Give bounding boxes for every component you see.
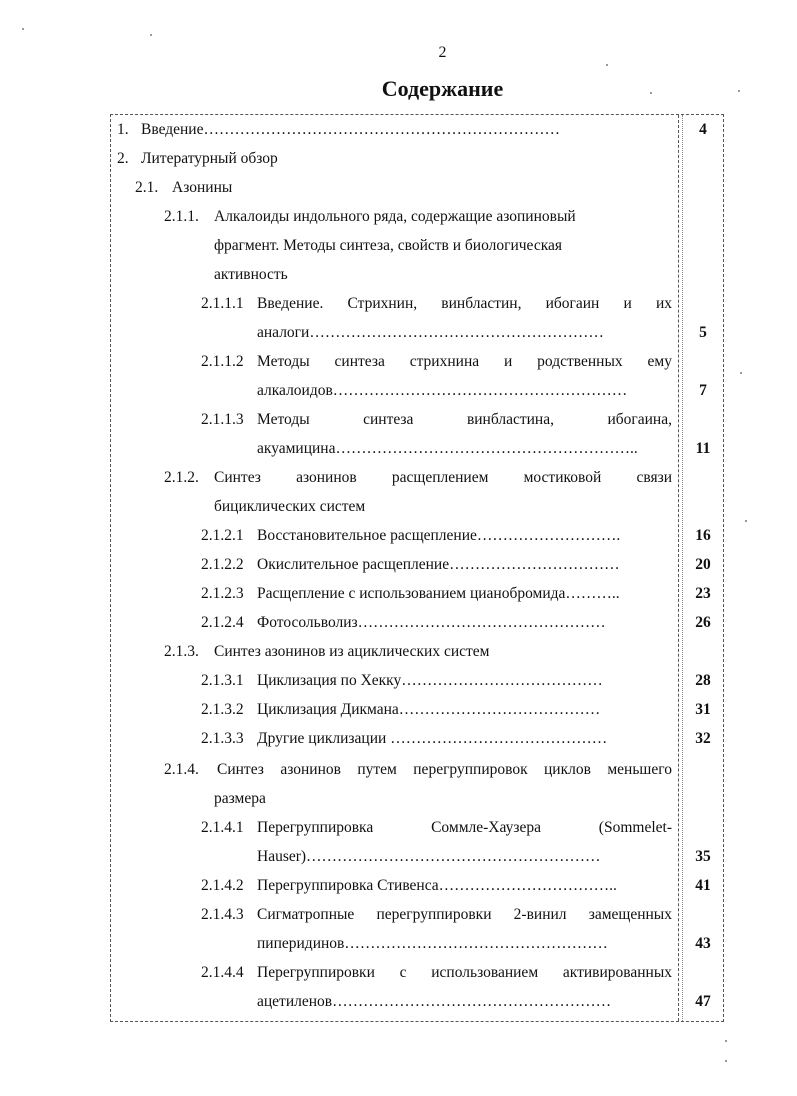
word: ему	[647, 353, 672, 370]
entry-number: 2.	[117, 150, 129, 167]
word: Методы	[257, 353, 310, 370]
word: циклов	[544, 761, 591, 778]
entry-text: активность	[214, 266, 288, 283]
entry-number: 2.1.3.1	[201, 672, 244, 689]
entry-page: 4	[699, 121, 707, 138]
word: синтеза	[334, 353, 385, 370]
entry-text-justified	[257, 405, 672, 434]
entry-text: алкалоидов…………………………………………………	[257, 382, 628, 399]
word: Синтез	[214, 469, 261, 486]
word: с	[399, 964, 407, 981]
word: использованием	[431, 964, 539, 981]
word: расщеплением	[391, 469, 489, 486]
word: винбластин,	[441, 295, 522, 312]
entry-number: 2.1.2.3	[201, 585, 244, 602]
page-title: Содержание	[381, 76, 504, 101]
entry-text-justified	[217, 755, 672, 784]
entry-number: 2.1.2.1	[201, 527, 244, 544]
word: и	[623, 295, 632, 312]
scan-speck	[738, 90, 740, 92]
word: Сигматропные	[257, 906, 355, 923]
entry-text: аналоги…………………………………………………	[257, 324, 604, 341]
word: активированных	[562, 964, 672, 981]
scan-speck	[725, 1040, 727, 1042]
entry-text: фрагмент. Методы синтеза, свойств и биологическая	[214, 237, 563, 254]
entry-text: Циклизация Дикмана…………………………………	[257, 701, 601, 718]
entry-page: 32	[695, 730, 711, 747]
word: Соммле-Хаузера	[431, 819, 541, 836]
entry-text: размера	[214, 790, 266, 807]
word: азонинов	[280, 761, 341, 778]
entry-number: 2.1.4.4	[201, 964, 244, 981]
word: мостиковой	[523, 469, 602, 486]
scan-speck	[606, 64, 608, 66]
word: перегруппировки	[376, 906, 492, 923]
table-of-contents	[110, 114, 724, 1022]
entry-number: 2.1.1.	[164, 208, 199, 225]
entry-number: 2.1.1.3	[201, 411, 244, 428]
entry-text-justified	[257, 289, 672, 318]
entry-number: 1.	[117, 121, 129, 138]
entry-text: Фотосольволиз…………………………………………	[257, 614, 606, 631]
scan-speck	[22, 28, 24, 30]
entry-text-justified	[257, 813, 672, 842]
entry-text: Расщепление с использованием цианобромида………..	[257, 585, 620, 602]
word: перегруппировок	[413, 761, 528, 778]
word: замещенных	[588, 906, 672, 923]
entry-text: Синтез азонинов из ациклических систем	[214, 643, 490, 660]
word: связи	[636, 469, 672, 486]
word: Стрихнин,	[347, 295, 418, 312]
word: Перегруппировки	[257, 964, 375, 981]
entry-text-justified	[257, 347, 672, 376]
entry-page: 28	[695, 672, 711, 689]
entry-text: акуамицина…………………………………………………..	[257, 440, 638, 457]
entry-text: Алкалоиды индольного ряда, содержащие азопиновый	[214, 208, 576, 225]
entry-text: Азонины	[172, 179, 233, 196]
entry-page: 7	[699, 382, 707, 399]
word: родственных	[537, 353, 623, 370]
entry-text: бициклических систем	[214, 498, 366, 515]
word: винбластина,	[466, 411, 554, 428]
word: Синтез	[217, 761, 264, 778]
entry-text: Литературный обзор	[141, 150, 278, 167]
entry-page: 5	[699, 324, 707, 341]
entry-page: 11	[695, 440, 711, 457]
entry-text: Hauser)…………………………………………………	[257, 848, 601, 865]
word: Методы	[257, 411, 310, 428]
entry-page: 26	[695, 614, 711, 631]
entry-number: 2.1.4.	[164, 761, 199, 778]
entry-number: 2.1.2.	[164, 469, 199, 486]
entry-page: 16	[695, 527, 711, 544]
entry-page: 23	[695, 585, 711, 602]
entry-text: Циклизация по Хекку…………………………………	[257, 672, 603, 689]
entry-text: Окислительное расщепление……………………………	[257, 556, 620, 573]
entry-number: 2.1.3.3	[201, 730, 244, 747]
entry-text: Другие циклизации ……………………………………	[257, 730, 608, 747]
entry-page: 31	[695, 701, 711, 718]
word: ибогаин	[545, 295, 600, 312]
scan-speck	[745, 520, 747, 522]
entry-number: 2.1.4.3	[201, 906, 244, 923]
entry-text: Восстановительное расщепление……………………….	[257, 527, 621, 544]
entry-text-justified	[214, 463, 672, 492]
entry-number: 2.1.2.2	[201, 556, 244, 573]
word: ибогаина,	[607, 411, 672, 428]
entry-number: 2.1.1.2	[201, 353, 244, 370]
column-divider	[678, 115, 679, 1021]
word: Перегруппировка	[257, 819, 374, 836]
scan-speck	[650, 92, 652, 94]
word: меньшего	[607, 761, 672, 778]
word: стрихнина	[409, 353, 480, 370]
entry-text: пиперидинов……………………………………………	[257, 935, 608, 952]
entry-number: 2.1.2.4	[201, 614, 244, 631]
word: синтеза	[363, 411, 414, 428]
entry-text-justified	[257, 958, 672, 987]
scan-speck	[150, 34, 152, 36]
word: их	[655, 295, 672, 312]
entry-number: 2.1.	[135, 179, 159, 196]
word: 2-винил	[513, 906, 567, 923]
entry-page: 20	[695, 556, 711, 573]
entry-page: 41	[695, 877, 711, 894]
entry-text: Перегруппировка Стивенса……………………………..	[257, 877, 617, 894]
scan-speck	[740, 372, 742, 374]
entry-text-justified	[257, 900, 672, 929]
scan-speck	[725, 1060, 727, 1062]
entry-number: 2.1.1.1	[201, 295, 244, 312]
entry-number: 2.1.4.1	[201, 819, 244, 836]
page-number: 2	[438, 44, 447, 61]
entry-number: 2.1.3.	[164, 643, 199, 660]
word: и	[504, 353, 513, 370]
entry-number: 2.1.4.2	[201, 877, 244, 894]
entry-page: 47	[695, 993, 711, 1010]
entry-text: ацетиленов………………………………………………	[257, 993, 612, 1010]
word: Введение.	[257, 295, 324, 312]
entry-page: 35	[695, 848, 711, 865]
word: азонинов	[296, 469, 357, 486]
entry-page: 43	[695, 935, 711, 952]
word: (Sommelet-	[598, 819, 672, 836]
entry-text: Введение……………………………………………………………	[141, 121, 560, 138]
word: путем	[357, 761, 397, 778]
entry-number: 2.1.3.2	[201, 701, 244, 718]
